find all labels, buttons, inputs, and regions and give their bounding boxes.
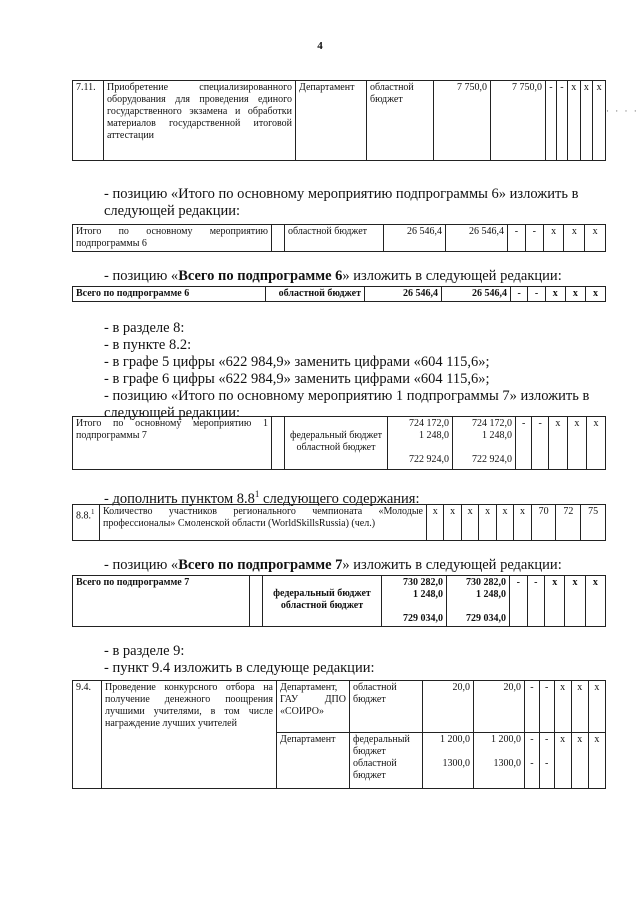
- row-value-2: 26 546,4: [442, 287, 511, 302]
- value-federal: 1 248,0: [419, 430, 449, 441]
- row-mark: -: [528, 287, 545, 302]
- side-dots: · · · ·: [606, 106, 639, 116]
- row-mark: x: [585, 287, 605, 302]
- row-mark: -: [546, 81, 557, 161]
- row-value-2: 26 546,4: [446, 225, 508, 252]
- table-itogo-7-1: [72, 416, 606, 470]
- row-values-1: [382, 576, 447, 627]
- row-source: областной бюджет: [367, 81, 434, 161]
- paragraph-6-line: - в разделе 9:: [104, 643, 185, 659]
- row-mark: x: [571, 681, 588, 733]
- row-mark: 70: [531, 505, 556, 541]
- row-name: Итого по основному мероприятию 1 подпрограммы 7: [73, 417, 272, 470]
- paragraph-6-line: - пункт 9.4 изложить в следующе редакции:: [104, 660, 375, 676]
- row-mark: x: [586, 417, 605, 470]
- row-value-1: 26 546,4: [365, 287, 442, 302]
- mark-federal: -: [530, 734, 534, 745]
- paragraph-3-line: - в графе 5 цифры «622 984,9» заменить цифрами «604 115,6»;: [104, 354, 490, 370]
- paragraph-3-line: - в разделе 8:: [104, 320, 185, 336]
- row-mark: x: [567, 81, 580, 161]
- empty-cell: [272, 225, 285, 252]
- row-mark: x: [514, 505, 531, 541]
- value-regional: 1300,0: [493, 758, 521, 769]
- row-mark: x: [444, 505, 461, 541]
- value-regional: 722 924,0: [409, 454, 449, 465]
- row-name: Всего по подпрограмме 6: [73, 287, 266, 302]
- empty-cell: [250, 576, 263, 627]
- row-mark: [525, 733, 540, 789]
- row-sources: [285, 417, 388, 470]
- value-total: 730 282,0: [466, 577, 506, 588]
- value-federal: 1 200,0: [491, 734, 521, 745]
- paragraph-6: [72, 643, 612, 677]
- row-mark: [539, 733, 554, 789]
- value-federal: 1 248,0: [413, 589, 443, 600]
- row-mark: -: [508, 225, 526, 252]
- row-executor: Департамент: [277, 733, 350, 789]
- row-mark: 75: [581, 505, 606, 541]
- paragraph-4-pre: - дополнить пунктом 8.8: [104, 490, 255, 507]
- row-number: [73, 505, 100, 541]
- row-number-main: 8.8.: [76, 510, 91, 522]
- row-number: 9.4.: [73, 681, 102, 789]
- row-values-2: [453, 417, 516, 470]
- value-total: 724 172,0: [472, 418, 512, 429]
- paragraph-4-sup: 1: [254, 489, 260, 499]
- row-mark: x: [545, 576, 565, 627]
- row-values-1: [423, 733, 474, 789]
- source-regional: областной бюджет: [280, 600, 364, 611]
- row-mark: x: [545, 287, 565, 302]
- paragraph-2-pre: - позицию «: [104, 268, 179, 284]
- paragraph-3-line: - в графе 6 цифры «622 984,9» заменить цифрами «604 115,6»;: [104, 371, 490, 387]
- paragraph-2: [72, 268, 640, 285]
- row-description: Приобретение специализированного оборудования для проведения единого государственного экзамена и обработки материалов государственной итоговой аттестации: [104, 81, 296, 161]
- row-executor: Департамент: [296, 81, 367, 161]
- paragraph-3: [72, 320, 612, 422]
- row-mark: x: [564, 225, 585, 252]
- row-source: областной бюджет: [266, 287, 365, 302]
- value-total: 730 282,0: [403, 577, 443, 588]
- row-mark: x: [571, 733, 588, 789]
- empty-cell: [272, 417, 285, 470]
- value-federal: 1 200,0: [440, 734, 470, 745]
- source-federal: федеральный бюджет: [273, 588, 371, 599]
- value-federal: 1 248,0: [482, 430, 512, 441]
- table-row-9-4: [72, 680, 606, 789]
- row-mark: x: [496, 505, 513, 541]
- row-number-sup: 1: [91, 508, 95, 516]
- row-mark: x: [461, 505, 478, 541]
- value-regional: 722 924,0: [472, 454, 512, 465]
- row-number: 7.11.: [73, 81, 104, 161]
- value-regional: 729 034,0: [403, 613, 443, 624]
- value-regional: 729 034,0: [466, 613, 506, 624]
- row-name: Всего по подпрограмме 7: [73, 576, 250, 627]
- row-mark: x: [580, 81, 593, 161]
- table-vsego-6: [72, 286, 606, 302]
- row-mark: x: [588, 733, 605, 789]
- row-mark: x: [565, 576, 585, 627]
- paragraph-2-bold: Всего по подпрограмме 6: [178, 268, 343, 284]
- row-value-1: 20,0: [423, 681, 474, 733]
- row-value-2: 20,0: [474, 681, 525, 733]
- row-mark: -: [516, 417, 532, 470]
- row-mark: x: [593, 81, 606, 161]
- row-mark: -: [532, 417, 548, 470]
- row-value-2: 7 750,0: [491, 81, 546, 161]
- table-row-8-8-1: [72, 504, 606, 541]
- row-mark: x: [588, 681, 605, 733]
- mark-regional: -: [530, 758, 534, 769]
- row-mark: -: [527, 576, 545, 627]
- row-mark: x: [427, 505, 444, 541]
- source-federal: федеральный бюджет: [353, 734, 410, 757]
- paragraph-2-post: » изложить в следующей редакции:: [342, 268, 562, 284]
- paragraph-5-bold: Всего по подпрограмме 7: [178, 557, 343, 573]
- table-row-7-11: [72, 80, 606, 161]
- table-itogo-6: [72, 224, 606, 252]
- row-description: Количество участников регионального чемпионата «Молодые профессионалы» Смоленской области (WorldSkillsRussia) (чел.): [100, 505, 427, 541]
- row-mark: -: [525, 681, 540, 733]
- mark-regional: -: [544, 758, 549, 769]
- row-mark: -: [556, 81, 567, 161]
- paragraph-1: - позицию «Итого по основному мероприятию подпрограммы 6» изложить в следующей редакции:: [104, 186, 579, 219]
- row-mark: x: [554, 733, 571, 789]
- row-mark: x: [585, 225, 606, 252]
- row-mark: 72: [556, 505, 581, 541]
- row-values-2: [447, 576, 510, 627]
- source-federal: федеральный бюджет: [289, 430, 383, 441]
- row-description: Проведение конкурсного отбора на получение денежного поощрения лучшими учителями, в том числе награждение лучших учителей: [102, 681, 277, 789]
- row-executor: Департамент, ГАУ ДПО «СОИРО»: [277, 681, 350, 733]
- row-mark: x: [585, 576, 605, 627]
- page-number: 4: [317, 40, 323, 52]
- paragraph-5-post: » изложить в следующей редакции:: [342, 557, 562, 573]
- row-mark: x: [543, 225, 564, 252]
- paragraph-5: [72, 557, 640, 574]
- paragraph-4-post: следующего содержания:: [259, 490, 420, 507]
- paragraph-5-pre: - позицию «: [104, 557, 179, 573]
- row-values-2: [474, 733, 525, 789]
- row-source: областной бюджет: [350, 681, 423, 733]
- row-mark: x: [479, 505, 496, 541]
- source-regional: областной бюджет: [296, 442, 376, 453]
- row-values-1: [388, 417, 453, 470]
- row-mark: -: [525, 225, 543, 252]
- row-mark: -: [539, 681, 554, 733]
- row-sources: [263, 576, 382, 627]
- row-value-1: 26 546,4: [384, 225, 446, 252]
- mark-federal: -: [544, 734, 549, 745]
- row-mark: x: [567, 417, 586, 470]
- row-mark: x: [554, 681, 571, 733]
- row-name: Итого по основному мероприятию подпрограммы 6: [73, 225, 272, 252]
- row-source: областной бюджет: [285, 225, 384, 252]
- row-mark: x: [548, 417, 567, 470]
- row-sources: [350, 733, 423, 789]
- row-mark: x: [565, 287, 585, 302]
- table-vsego-7: [72, 575, 606, 627]
- value-federal: 1 248,0: [476, 589, 506, 600]
- row-value-1: 7 750,0: [434, 81, 491, 161]
- paragraph-3-line: - позицию «Итого по основному мероприятию 1 подпрограммы 7» изложить в следующей редакции:: [104, 388, 590, 421]
- source-regional: областной бюджет: [353, 758, 397, 781]
- value-regional: 1300,0: [442, 758, 470, 769]
- value-total: 724 172,0: [409, 418, 449, 429]
- row-mark: -: [510, 576, 528, 627]
- paragraph-3-line: - в пункте 8.2:: [104, 337, 192, 353]
- row-mark: -: [511, 287, 528, 302]
